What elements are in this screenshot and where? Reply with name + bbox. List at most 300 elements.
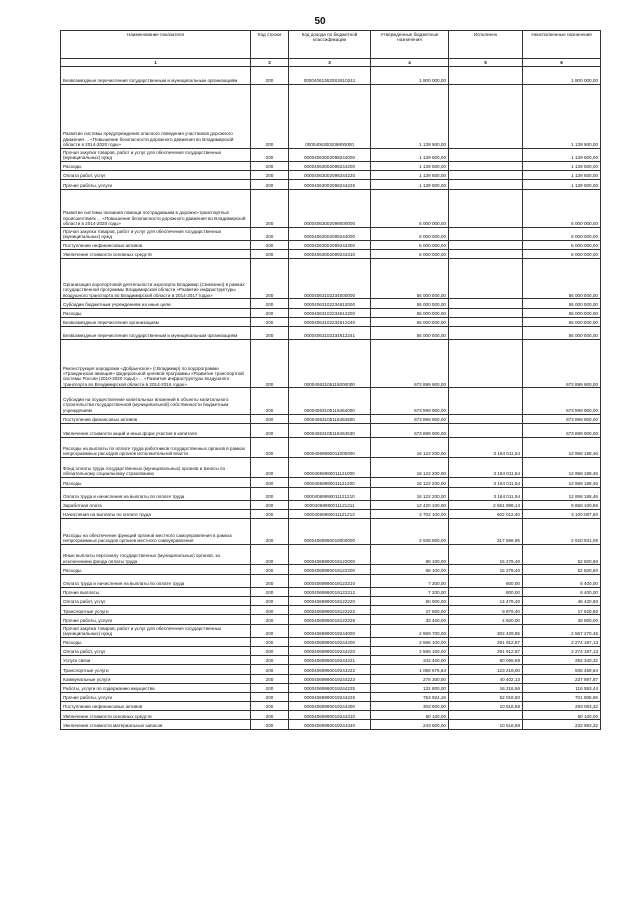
row-code: 200 [251,308,289,317]
row-executed [449,423,523,437]
row-executed [449,299,523,308]
row-name: Расходы [61,308,251,317]
row-code: 200 [251,565,289,574]
row-name: Расходы [61,161,251,170]
row-executed: 9 879,40 [449,606,523,615]
row-kbk: 00004063105116464530 [289,423,371,437]
row-name: Увеличение стоимости материальных запасов [61,720,251,729]
row-name: Фонд оплаты труда государственных (муниципальных) органов и взносы по обязательному социальному страхованию [61,458,251,478]
row-code: 200 [251,606,289,615]
row-name: Оплата труда и начисления на выплаты по оплате труда [61,487,251,500]
row-approved: 753 924,16 [371,692,449,701]
row-kbk: 00004069990019244340 [289,720,371,729]
row-code: 200 [251,240,289,249]
row-approved: 1 139 500,00 [371,84,449,148]
row-code: 200 [251,67,289,84]
row-approved: 2 566 100,00 [371,646,449,655]
row-executed [449,711,523,720]
row-name: Субсидии на осуществление капитальных вложений в объекты капитального строительства государственной (муниципальной) собственности бюджетным учреждениям [61,388,251,414]
row-code: 200 [251,674,289,683]
table-row [61,148,601,161]
row-name: Безвозмездные перечисления государственным и муниципальным организациям [61,327,251,340]
row-approved: 2 938 800,00 [371,519,449,545]
row-unexecuted: 1 139 500,00 [523,171,601,180]
row-unexecuted: 6 000 000,00 [523,227,601,240]
row-name: Услуги связи [61,656,251,665]
row-approved: 132 800,00 [371,683,449,692]
table-row [61,615,601,624]
budget-table [60,30,601,730]
table-row [61,565,601,574]
row-name: Организация аэропортовой деятельности аэропорта Владимир (Семязино) в рамках государственной программы Владимирской области «Развитие инфраструктуры воздушного транспорта во Владимирской области в 2014-2017 годах» [61,259,251,299]
row-executed: 291 912,87 [449,637,523,646]
row-code: 200 [251,423,289,437]
row-kbk: 00004063002098244000 [289,148,371,161]
row-kbk: 00004069990019244200 [289,637,371,646]
row-executed: 16 216,56 [449,683,523,692]
row-name: Безвозмездные перечисления государственным и муниципальным организациям [61,67,251,84]
row-code: 200 [251,646,289,655]
table-row [61,227,601,240]
row-kbk: 00004069990011000000 [289,437,371,457]
row-executed [449,414,523,423]
row-name: Реконструкция аэродрома «Добрынское» (г.Владимир) по подпрограмме «Гражданская авиация» федеральной целевой программы «Развитие транспортной системы России (2010-2020 годы)» ... «Развитие инфраструктуры воздушного транспорта во Владимирской области в 2014-2016 годах» [61,340,251,388]
row-executed [449,84,523,148]
row-unexecuted: 237 897,87 [523,674,601,683]
row-kbk: 00004069990019244300 [289,702,371,711]
row-unexecuted: 52 820,60 [523,565,601,574]
row-kbk: 00004069990019000000 [289,519,371,545]
row-approved: 1 139 500,00 [371,171,449,180]
row-approved: 6 000 000,00 [371,227,449,240]
row-kbk: 00004063002099244310 [289,250,371,259]
row-approved: 12 420 100,00 [371,500,449,509]
row-name: Прочие работы, услуги [61,180,251,189]
table-row [61,388,601,414]
row-executed [449,388,523,414]
row-name: Субсидии бюджетным учреждениям на иные цели [61,299,251,308]
row-approved: 68 100,00 [371,565,449,574]
row-kbk: 00004069990019244223 [289,674,371,683]
table-row [61,250,601,259]
row-name: Развитие системы предупреждения опасного поведения участников дорожного движения ... «Повышение безопасности дорожного движения во Владимирской области в 2014-2020 годы» [61,84,251,148]
row-name: Увеличение стоимости акций и иных форм участия в капитале [61,423,251,437]
row-kbk: 00004063102234612000 [289,299,371,308]
row-unexecuted: 12 958 188,46 [523,437,601,457]
row-approved: 3 702 100,00 [371,509,449,518]
table-row [61,161,601,170]
row-name: Оплата работ, услуг [61,646,251,655]
column-number: 6 [523,59,601,67]
row-kbk: 00004069990019122200 [289,565,371,574]
row-name: Поступление финансовых активов [61,414,251,423]
row-executed: 800,00 [449,574,523,587]
row-unexecuted: 1 139 500,00 [523,180,601,189]
row-name: Транспортные услуги [61,606,251,615]
column-number: 5 [449,59,523,67]
row-kbk: 00004069990011121211 [289,500,371,509]
row-unexecuted: 701 905,66 [523,692,601,701]
table-row [61,340,601,388]
page-number: 50 [314,16,326,27]
row-kbk: 00004069990019244226 [289,692,371,701]
row-unexecuted: 1 139 500,00 [523,161,601,170]
row-kbk: 00004069990019122000 [289,545,371,565]
row-unexecuted: 2 274 187,13 [523,646,601,655]
row-code: 200 [251,171,289,180]
row-unexecuted: 673 899 900,00 [523,414,601,423]
table-row [61,458,601,478]
row-code: 200 [251,711,289,720]
row-approved: 55 000 000,00 [371,317,449,326]
row-approved: 1 139 500,00 [371,180,449,189]
row-code: 200 [251,615,289,624]
row-executed: 2 561 999,14 [449,500,523,509]
column-number: 1 [61,59,251,67]
row-approved: 303 600,00 [371,702,449,711]
row-approved: 278 300,00 [371,674,449,683]
row-name: Оплата труда и начисления на выплаты по оплате труда [61,574,251,587]
row-kbk: 00004063102234612241 [289,327,371,340]
row-executed: 3 164 011,54 [449,437,523,457]
table-row [61,519,601,545]
table-row [61,240,601,249]
row-executed: 14 479,40 [449,597,523,606]
table-row [61,414,601,423]
row-name: Расходы на обеспечение функций органов местного самоуправления в рамках непрограммных расходов органов местного самоуправления [61,519,251,545]
row-approved: 7 200,00 [371,587,449,596]
row-approved: 6 000 000,00 [371,240,449,249]
row-code: 200 [251,227,289,240]
row-code: 200 [251,656,289,665]
row-executed: 52 018,50 [449,692,523,701]
row-executed [449,148,523,161]
row-kbk: 00004063105116000000 [289,340,371,388]
table-row [61,180,601,189]
row-code: 200 [251,161,289,170]
row-unexecuted: 1 800 000,00 [523,67,601,84]
row-approved: 55 000 000,00 [371,299,449,308]
row-code: 200 [251,519,289,545]
row-name: Работы, услуги по содержанию имущества [61,683,251,692]
row-name: Расходы [61,637,251,646]
row-unexecuted: 55 000 000,00 [523,308,601,317]
row-executed: 602 012,40 [449,509,523,518]
row-unexecuted: 9 858 100,86 [523,500,601,509]
row-kbk: 00004069990011121200 [289,478,371,487]
row-unexecuted: 28 800,00 [523,615,601,624]
row-unexecuted: 673 899 900,00 [523,388,601,414]
row-approved: 33 400,00 [371,615,449,624]
row-approved: 16 122 200,00 [371,458,449,478]
row-executed: 15 279,40 [449,565,523,574]
row-name: Оплата работ, услуг [61,171,251,180]
row-unexecuted: 2 274 187,13 [523,637,601,646]
row-approved: 1 139 500,00 [371,161,449,170]
row-kbk: 00004069990011121210 [289,487,371,500]
table-row [61,487,601,500]
row-unexecuted: 12 958 188,46 [523,478,601,487]
row-unexecuted: 55 000 000,00 [523,299,601,308]
table-row [61,637,601,646]
row-name: Развитие системы оказания помощи пострадавшим в дорожно-транспортных происшествиях ... «Повышение безопасности дорожного движения во Владимирской области в 2014-2020 годы» [61,189,251,227]
row-name: Поступление нефинансовых активов [61,240,251,249]
row-unexecuted: 46 420,60 [523,597,601,606]
row-unexecuted: 55 000 000,00 [523,327,601,340]
table-row [61,67,601,84]
header-name: Наименование показателя [61,31,251,59]
row-executed [449,327,523,340]
table-row [61,711,601,720]
row-unexecuted: 673 899 900,00 [523,423,601,437]
row-name: Поступление нефинансовых активов [61,702,251,711]
table-row [61,574,601,587]
row-name: Коммунальные услуги [61,674,251,683]
row-executed: 3 164 011,54 [449,478,523,487]
row-unexecuted: 2 567 270,45 [523,624,601,637]
row-name: Расходы [61,565,251,574]
row-code: 200 [251,414,289,423]
row-approved: 27 500,00 [371,606,449,615]
row-kbk: 00004069990019244220 [289,646,371,655]
row-kbk: 00004069990019122220 [289,597,371,606]
table-header-row [61,31,601,59]
row-code: 200 [251,180,289,189]
header-code: Код строки [251,31,289,59]
row-executed: 123 216,00 [449,665,523,674]
row-approved: 16 122 200,00 [371,478,449,487]
table-row [61,171,601,180]
row-executed [449,189,523,227]
table-row [61,308,601,317]
table-row [61,84,601,148]
table-row [61,674,601,683]
row-code: 200 [251,574,289,587]
row-executed [449,227,523,240]
row-name: Начисления на выплаты по оплате труда [61,509,251,518]
row-kbk: 00004063002099000000 [289,189,371,227]
row-approved: 7 200,00 [371,574,449,587]
row-unexecuted: 55 000 000,00 [523,259,601,299]
row-code: 200 [251,487,289,500]
row-executed [449,171,523,180]
row-code: 200 [251,545,289,565]
table-row [61,545,601,565]
table-row [61,720,601,729]
row-name: Прочая закупка товаров, работ и услуг для обеспечения государственных (муниципальных) нужд [61,624,251,637]
row-kbk: 00004063002099244300 [289,240,371,249]
row-unexecuted: 2 620 931,05 [523,519,601,545]
row-executed [449,308,523,317]
row-name: Безвозмездные перечисления организациям [61,317,251,326]
row-executed: 317 868,95 [449,519,523,545]
row-kbk: 00004069990011121213 [289,509,371,518]
header-unexecuted: Неисполненные назначения [523,31,601,59]
row-executed: 10 516,68 [449,720,523,729]
table-row [61,665,601,674]
row-kbk: 00004069990019244310 [289,711,371,720]
row-executed [449,161,523,170]
row-approved: 6 000 000,00 [371,250,449,259]
row-kbk: 000040613620S2610241 [289,67,371,84]
row-approved: 673 899 900,00 [371,388,449,414]
row-name: Расходы [61,478,251,487]
row-unexecuted: 293 083,32 [523,702,601,711]
table-row [61,656,601,665]
row-unexecuted: 52 820,60 [523,545,601,565]
row-unexecuted: 6 400,00 [523,587,601,596]
row-approved: 60 900,00 [371,597,449,606]
row-unexecuted: 60 100,00 [523,711,601,720]
row-approved: 243 500,00 [371,720,449,729]
row-approved: 1 800 000,00 [371,67,449,84]
row-executed: 3 164 011,54 [449,487,523,500]
table-row [61,683,601,692]
row-code: 200 [251,637,289,646]
row-name: Прочие выплаты [61,587,251,596]
row-kbk: 00004069990019122226 [289,615,371,624]
table-body [61,67,601,729]
table-row [61,597,601,606]
row-unexecuted: 116 583,44 [523,683,601,692]
row-executed: 10 516,68 [449,702,523,711]
row-approved: 55 000 000,00 [371,259,449,299]
row-name: Прочая закупка товаров, работ и услуг для обеспечения государственных (муниципальных) нужд [61,227,251,240]
row-approved: 55 000 000,00 [371,308,449,317]
row-kbk: 00004069990019122212 [289,587,371,596]
row-code: 200 [251,299,289,308]
row-unexecuted: 1 139 500,00 [523,148,601,161]
row-unexecuted: 232 983,32 [523,720,601,729]
row-unexecuted: 6 000 000,00 [523,189,601,227]
table-row [61,702,601,711]
row-unexecuted: 6 000 000,00 [523,240,601,249]
row-name: Иные выплаты персоналу государственных (муниципальных) органов, за исключением фонда оплаты труда [61,545,251,565]
row-unexecuted: 282 340,32 [523,656,601,665]
row-code: 200 [251,692,289,701]
row-approved: 673 899 900,00 [371,414,449,423]
row-kbk: 00004063102234000000 [289,259,371,299]
row-code: 200 [251,597,289,606]
row-executed [449,317,523,326]
row-code: 200 [251,665,289,674]
table-row [61,478,601,487]
row-name: Транспортные услуги [61,665,251,674]
row-unexecuted: 3 100 087,60 [523,509,601,518]
table-row [61,327,601,340]
column-number: 4 [371,59,449,67]
table-row [61,423,601,437]
row-executed [449,340,523,388]
header-kbk: Код дохода по бюджетной классификации [289,31,371,59]
row-executed: 60 059,68 [449,656,523,665]
row-executed: 3 164 011,54 [449,458,523,478]
row-kbk: 00004063002098244220 [289,171,371,180]
row-code: 200 [251,317,289,326]
table-row [61,299,601,308]
row-name: Оплата работ, услуг [61,597,251,606]
row-code: 200 [251,327,289,340]
row-code: 200 [251,500,289,509]
row-name: Прочие работы, услуги [61,615,251,624]
row-executed: 40 402,13 [449,674,523,683]
row-approved: 673 899 900,00 [371,423,449,437]
row-code: 200 [251,720,289,729]
row-code: 200 [251,702,289,711]
row-kbk: 00004069990011121000 [289,458,371,478]
column-number-row [61,59,601,67]
row-code: 200 [251,437,289,457]
table-row [61,509,601,518]
row-approved: 673 899 900,00 [371,340,449,388]
table-row [61,259,601,299]
row-name: Расходы на выплаты по оплате труда работников государственных органов в рамках непрограммных расходов органов исполнительной власти [61,437,251,457]
row-unexecuted: 12 958 188,46 [523,487,601,500]
row-executed: 15 279,40 [449,545,523,565]
row-kbk: 00004069990019244225 [289,683,371,692]
row-approved: 16 122 200,00 [371,437,449,457]
row-kbk: 00004069990019244221 [289,656,371,665]
table-row [61,646,601,655]
row-name: Увеличение стоимости основных средств [61,711,251,720]
row-kbk: 00004063002098244226 [289,180,371,189]
row-kbk: 00004069990019244222 [289,665,371,674]
row-unexecuted: 673 899 900,00 [523,340,601,388]
row-kbk: 00004069990019244000 [289,624,371,637]
row-approved: 60 100,00 [371,711,449,720]
row-name: Увеличение стоимости основных средств [61,250,251,259]
row-code: 200 [251,624,289,637]
row-code: 200 [251,478,289,487]
row-executed [449,67,523,84]
row-kbk: 0000406300209800000 [289,84,371,148]
table-row [61,189,601,227]
row-name: Заработная плата [61,500,251,509]
row-approved: 1 139 500,00 [371,148,449,161]
row-unexecuted: 6 000 000,00 [523,250,601,259]
row-code: 200 [251,148,289,161]
row-unexecuted: 1 139 500,00 [523,84,601,148]
row-kbk: 00004063102234612200 [289,308,371,317]
table-row [61,500,601,509]
row-approved: 2 566 100,00 [371,637,449,646]
row-executed [449,250,523,259]
row-code: 200 [251,587,289,596]
row-approved: 16 122 200,00 [371,487,449,500]
row-kbk: 00004063105116464000 [289,388,371,414]
header-executed: Исполнено [449,31,523,59]
column-number: 2 [251,59,289,67]
row-code: 200 [251,189,289,227]
row-code: 200 [251,388,289,414]
row-code: 200 [251,250,289,259]
row-kbk: 00004063102234612240 [289,317,371,326]
row-unexecuted: 12 958 188,46 [523,458,601,478]
row-executed: 302 429,55 [449,624,523,637]
row-approved: 342 400,00 [371,656,449,665]
row-unexecuted: 17 620,60 [523,606,601,615]
row-approved: 1 058 675,64 [371,665,449,674]
row-unexecuted: 6 400,00 [523,574,601,587]
table-row [61,587,601,596]
row-kbk: 00004069990019122222 [289,606,371,615]
row-approved: 2 869 700,00 [371,624,449,637]
row-executed [449,180,523,189]
column-number: 3 [289,59,371,67]
table-row [61,437,601,457]
row-kbk: 00004063105116464500 [289,414,371,423]
row-unexecuted: 935 459,64 [523,665,601,674]
